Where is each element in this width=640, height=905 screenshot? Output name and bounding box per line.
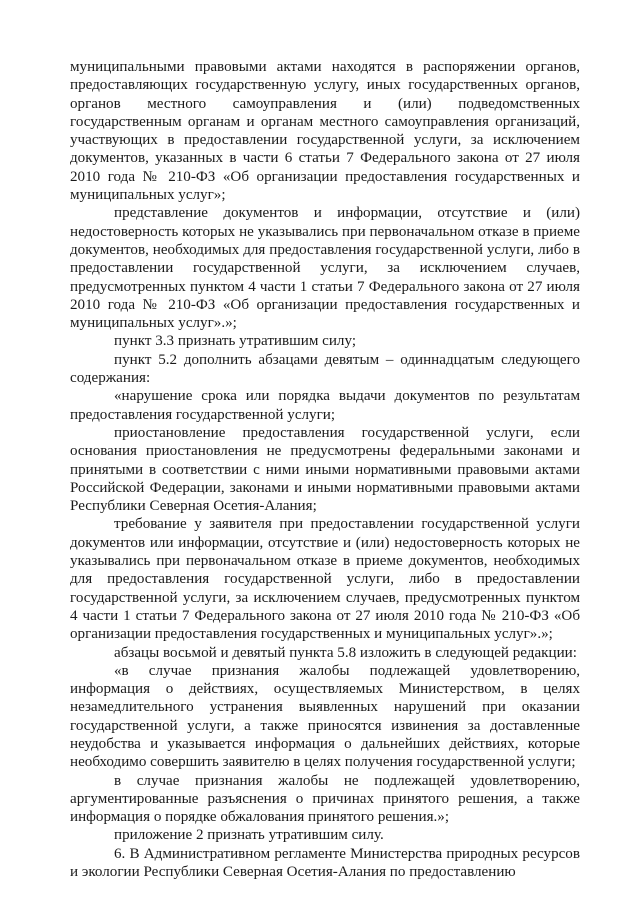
paragraph-document-submission: представление документов и информации, отсутствие и (или) недостоверность которых не указывались при первоначальном отказе в приеме документов, необходимых для предоставления государственной услуги, либо в предоставлении государственной услуги, за исключением случаев, предусмотренных пунктом 4 части 1 статьи 7 Федерального закона от 27 июля 2010 года № 210-ФЗ «Об организации предоставления государственных и муниципальных услуг».»;	[70, 205, 580, 332]
paragraph-complaint-rejected: в случае признания жалобы не подлежащей удовлетворению, аргументированные разъяснения о причинах принятого решения, а также информация о порядке обжалования принятого решения.»;	[70, 772, 580, 826]
paragraph-continuation: муниципальными правовыми актами находятся в распоряжении органов, предоставляющих государственную услугу, иных государственных органов, органов местного самоуправления и (или) подведомственных государственным органам и органам местного самоуправления организаций, участвующих в предоставлении государственной услуги, за исключением документов, указанных в части 6 статьи 7 Федерального закона от 27 июля 2010 года № 210-ФЗ «Об организации предоставления государственных и муниципальных услуг»;	[70, 59, 580, 204]
paragraph-appendix-2: приложение 2 признать утратившим силу.	[114, 827, 384, 844]
paragraph-section-6: 6. В Административном регламенте Министерства природных ресурсов и экологии Республики Северная Осетия-Алания по предоставлению	[70, 845, 580, 881]
paragraph-clause-5-2: пункт 5.2 дополнить абзацами девятым – одиннадцатым следующего содержания:	[70, 351, 580, 387]
paragraph-clause-3-3: пункт 3.3 признать утратившим силу;	[114, 333, 357, 350]
paragraph-clause-5-8: абзацы восьмой и девятый пункта 5.8 изложить в следующей редакции:	[114, 644, 577, 661]
paragraph-suspension: приостановление предоставления государственной услуги, если основания приостановления не предусмотрены федеральными законами и принятыми в соответствии с ними иными нормативными правовыми актами Российской Федерации, законами и иными нормативными правовыми актами Республики Северная Осетия-Алания;	[70, 424, 580, 515]
paragraph-deadline-violation: «нарушение срока или порядка выдачи документов по результатам предоставления государственной услуги;	[70, 388, 580, 423]
document-page	[70, 58, 580, 881]
paragraph-complaint-upheld: «в случае признания жалобы подлежащей удовлетворению, информация о действиях, осуществляемых Министерством, в целях незамедлительного устранения выявленных нарушений при оказании государственной услуги, а также приносятся извинения за доставленные неудобства и указывается информация о дальнейших действиях, которые необходимо совершить заявителю в целях получения государственной услуги;	[70, 662, 580, 771]
paragraph-applicant-requirement: требование у заявителя при предоставлении государственной услуги документов или информации, отсутствие и (или) недостоверность которых не указывались при первоначальном отказе в приеме документов, необходимых для предоставления государственной услуги, либо в предоставлении государственной услуги, за исключением случаев, предусмотренных пунктом 4 части 1 статьи 7 Федерального закона от 27 июля 2010 года № 210-ФЗ «Об организации предоставления государственных и муниципальных услуг».»;	[70, 516, 580, 643]
